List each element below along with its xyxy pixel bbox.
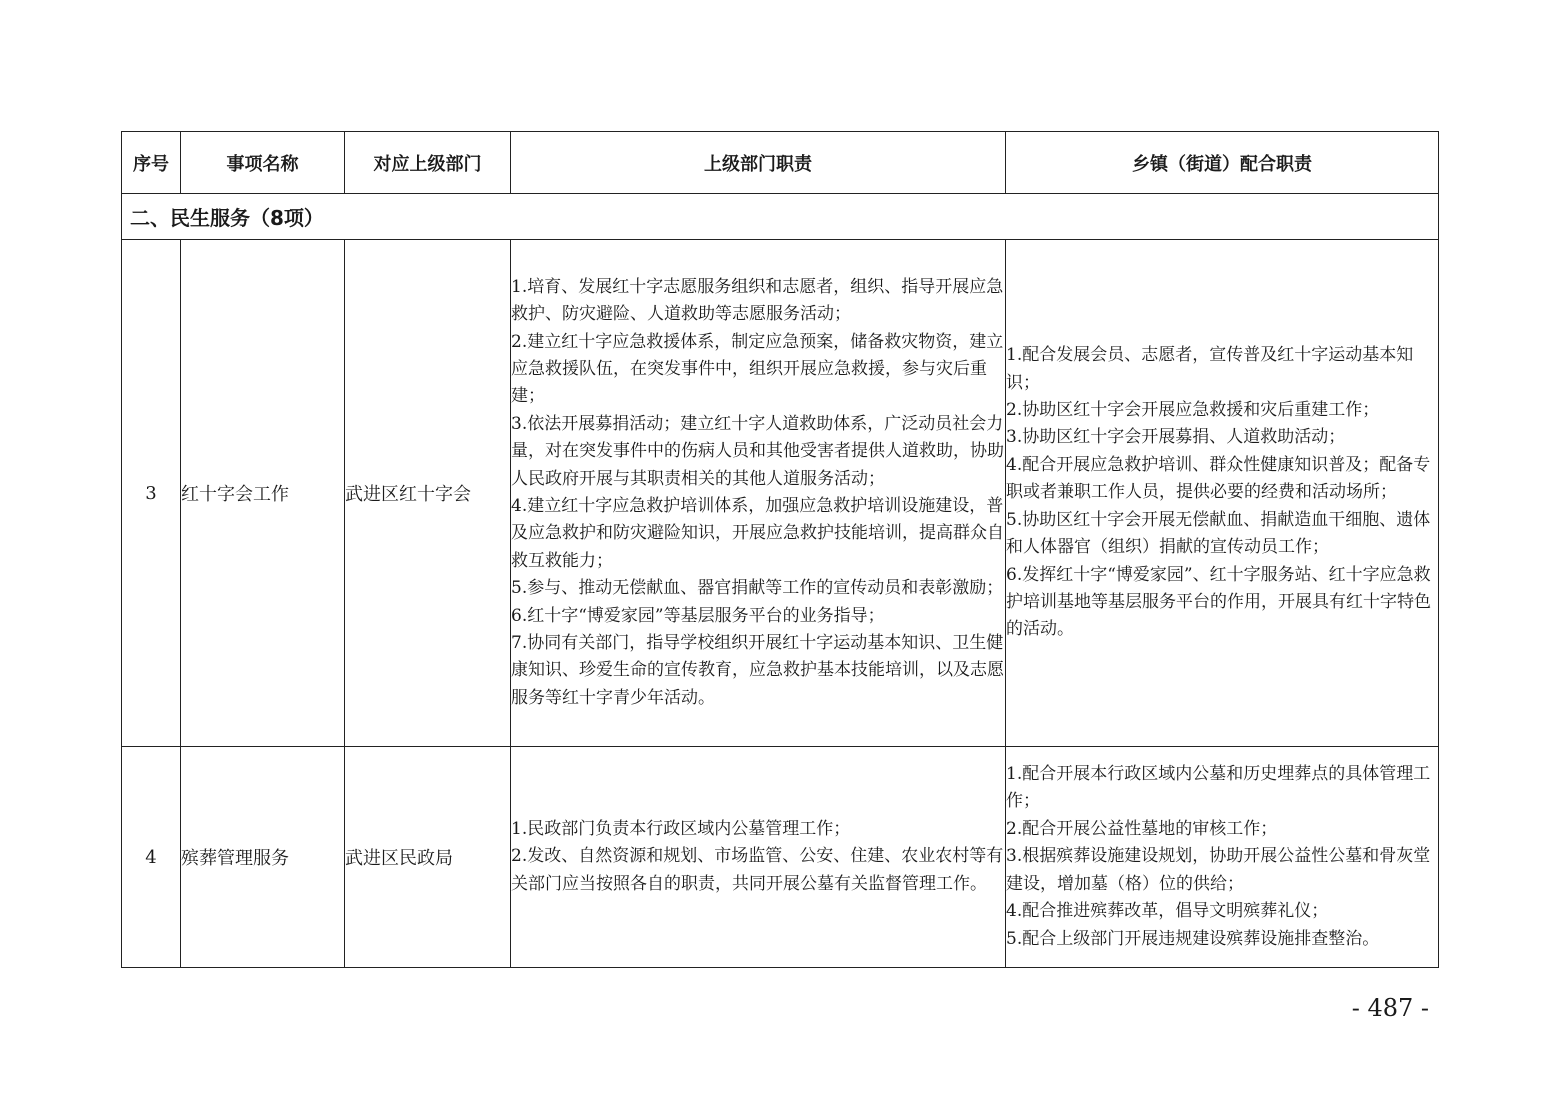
section-title: 二、民生服务（8项）	[122, 194, 1439, 240]
duty-item: 7.协同有关部门，指导学校组织开展红十字运动基本知识、卫生健康知识、珍爱生命的宣传教育，应急救护基本技能培训，以及志愿服务等红十字青少年活动。	[511, 633, 1004, 708]
township-duties	[1006, 240, 1439, 747]
header-row	[122, 132, 1439, 194]
section-row	[122, 194, 1439, 240]
department: 武进区民政局	[345, 747, 511, 968]
table-row	[122, 747, 1439, 968]
header-name: 事项名称	[181, 132, 345, 194]
coop-item: 2.配合开展公益性墓地的审核工作；	[1006, 818, 1278, 839]
item-name: 殡葬管理服务	[181, 747, 345, 968]
duty-item: 1.培育、发展红十字志愿服务组织和志愿者，组织、指导开展应急救护、防灾避险、人道救助等志愿服务活动；	[511, 276, 1004, 325]
duty-table	[121, 131, 1439, 968]
coop-item: 4.配合开展应急救护培训、群众性健康知识普及；配备专职或者兼职工作人员，提供必要的经费和活动场所；	[1006, 454, 1431, 503]
coop-item: 1.配合发展会员、志愿者，宣传普及红十字运动基本知识；	[1006, 345, 1414, 393]
superior-duties	[511, 240, 1006, 747]
duty-item: 2.建立红十字应急救援体系，制定应急预案，储备救灾物资，建立应急救援队伍，在突发事件中，组织开展应急救援，参与灾后重建；	[511, 331, 1004, 407]
coop-item: 6.发挥红十字“博爱家园”、红十字服务站、红十字应急救护培训基地等基层服务平台的作用，开展具有红十字特色的活动。	[1006, 564, 1431, 640]
header-seq: 序号	[122, 132, 181, 194]
coop-item: 1.配合开展本行政区域内公墓和历史埋葬点的具体管理工作；	[1006, 764, 1431, 812]
duty-item: 1.民政部门负责本行政区域内公墓管理工作；	[511, 818, 851, 839]
township-duties	[1006, 747, 1439, 968]
coop-item: 3.协助区红十字会开展募捐、人道救助活动；	[1006, 427, 1346, 448]
coop-item: 3.根据殡葬设施建设规划，协助开展公益性公墓和骨灰堂建设，增加墓（格）位的供给；	[1006, 846, 1431, 894]
duty-item: 5.参与、推动无偿献血、器官捐献等工作的宣传动员和表彰激励；	[511, 578, 1004, 599]
row-number: 4	[122, 747, 181, 968]
header-duty: 上级部门职责	[511, 132, 1006, 194]
coop-item: 5.协助区红十字会开展无偿献血、捐献造血干细胞、遗体和人体器官（组织）捐献的宣传动员工作；	[1006, 509, 1431, 558]
duty-item: 3.依法开展募捐活动；建立红十字人道救助体系，广泛动员社会力量，对在突发事件中的伤病人员和其他受害者提供人道救助，协助人民政府开展与其职责相关的其他人道服务活动；	[511, 413, 1004, 489]
header-dept: 对应上级部门	[345, 132, 511, 194]
page-number: - 487 -	[1351, 994, 1429, 1022]
coop-item: 2.协助区红十字会开展应急救援和灾后重建工作；	[1006, 400, 1380, 421]
superior-duties	[511, 747, 1006, 968]
duty-item: 4.建立红十字应急救护培训体系，加强应急救护培训设施建设，普及应急救护和防灾避险知识，开展应急救护技能培训，提高群众自救互救能力；	[511, 496, 1004, 571]
duty-item: 2.发改、自然资源和规划、市场监管、公安、住建、农业农村等有关部门应当按照各自的职责，共同开展公墓有关监督管理工作。	[511, 846, 1004, 894]
coop-item: 5.配合上级部门开展违规建设殡葬设施排查整治。	[1006, 928, 1380, 949]
row-number: 3	[122, 240, 181, 747]
table-row	[122, 240, 1439, 747]
department: 武进区红十字会	[345, 240, 511, 747]
item-name: 红十字会工作	[181, 240, 345, 747]
coop-item: 4.配合推进殡葬改革，倡导文明殡葬礼仪；	[1006, 901, 1329, 922]
duty-item: 6.红十字“博爱家园”等基层服务平台的业务指导；	[511, 605, 885, 626]
header-coop: 乡镇（街道）配合职责	[1006, 132, 1439, 194]
